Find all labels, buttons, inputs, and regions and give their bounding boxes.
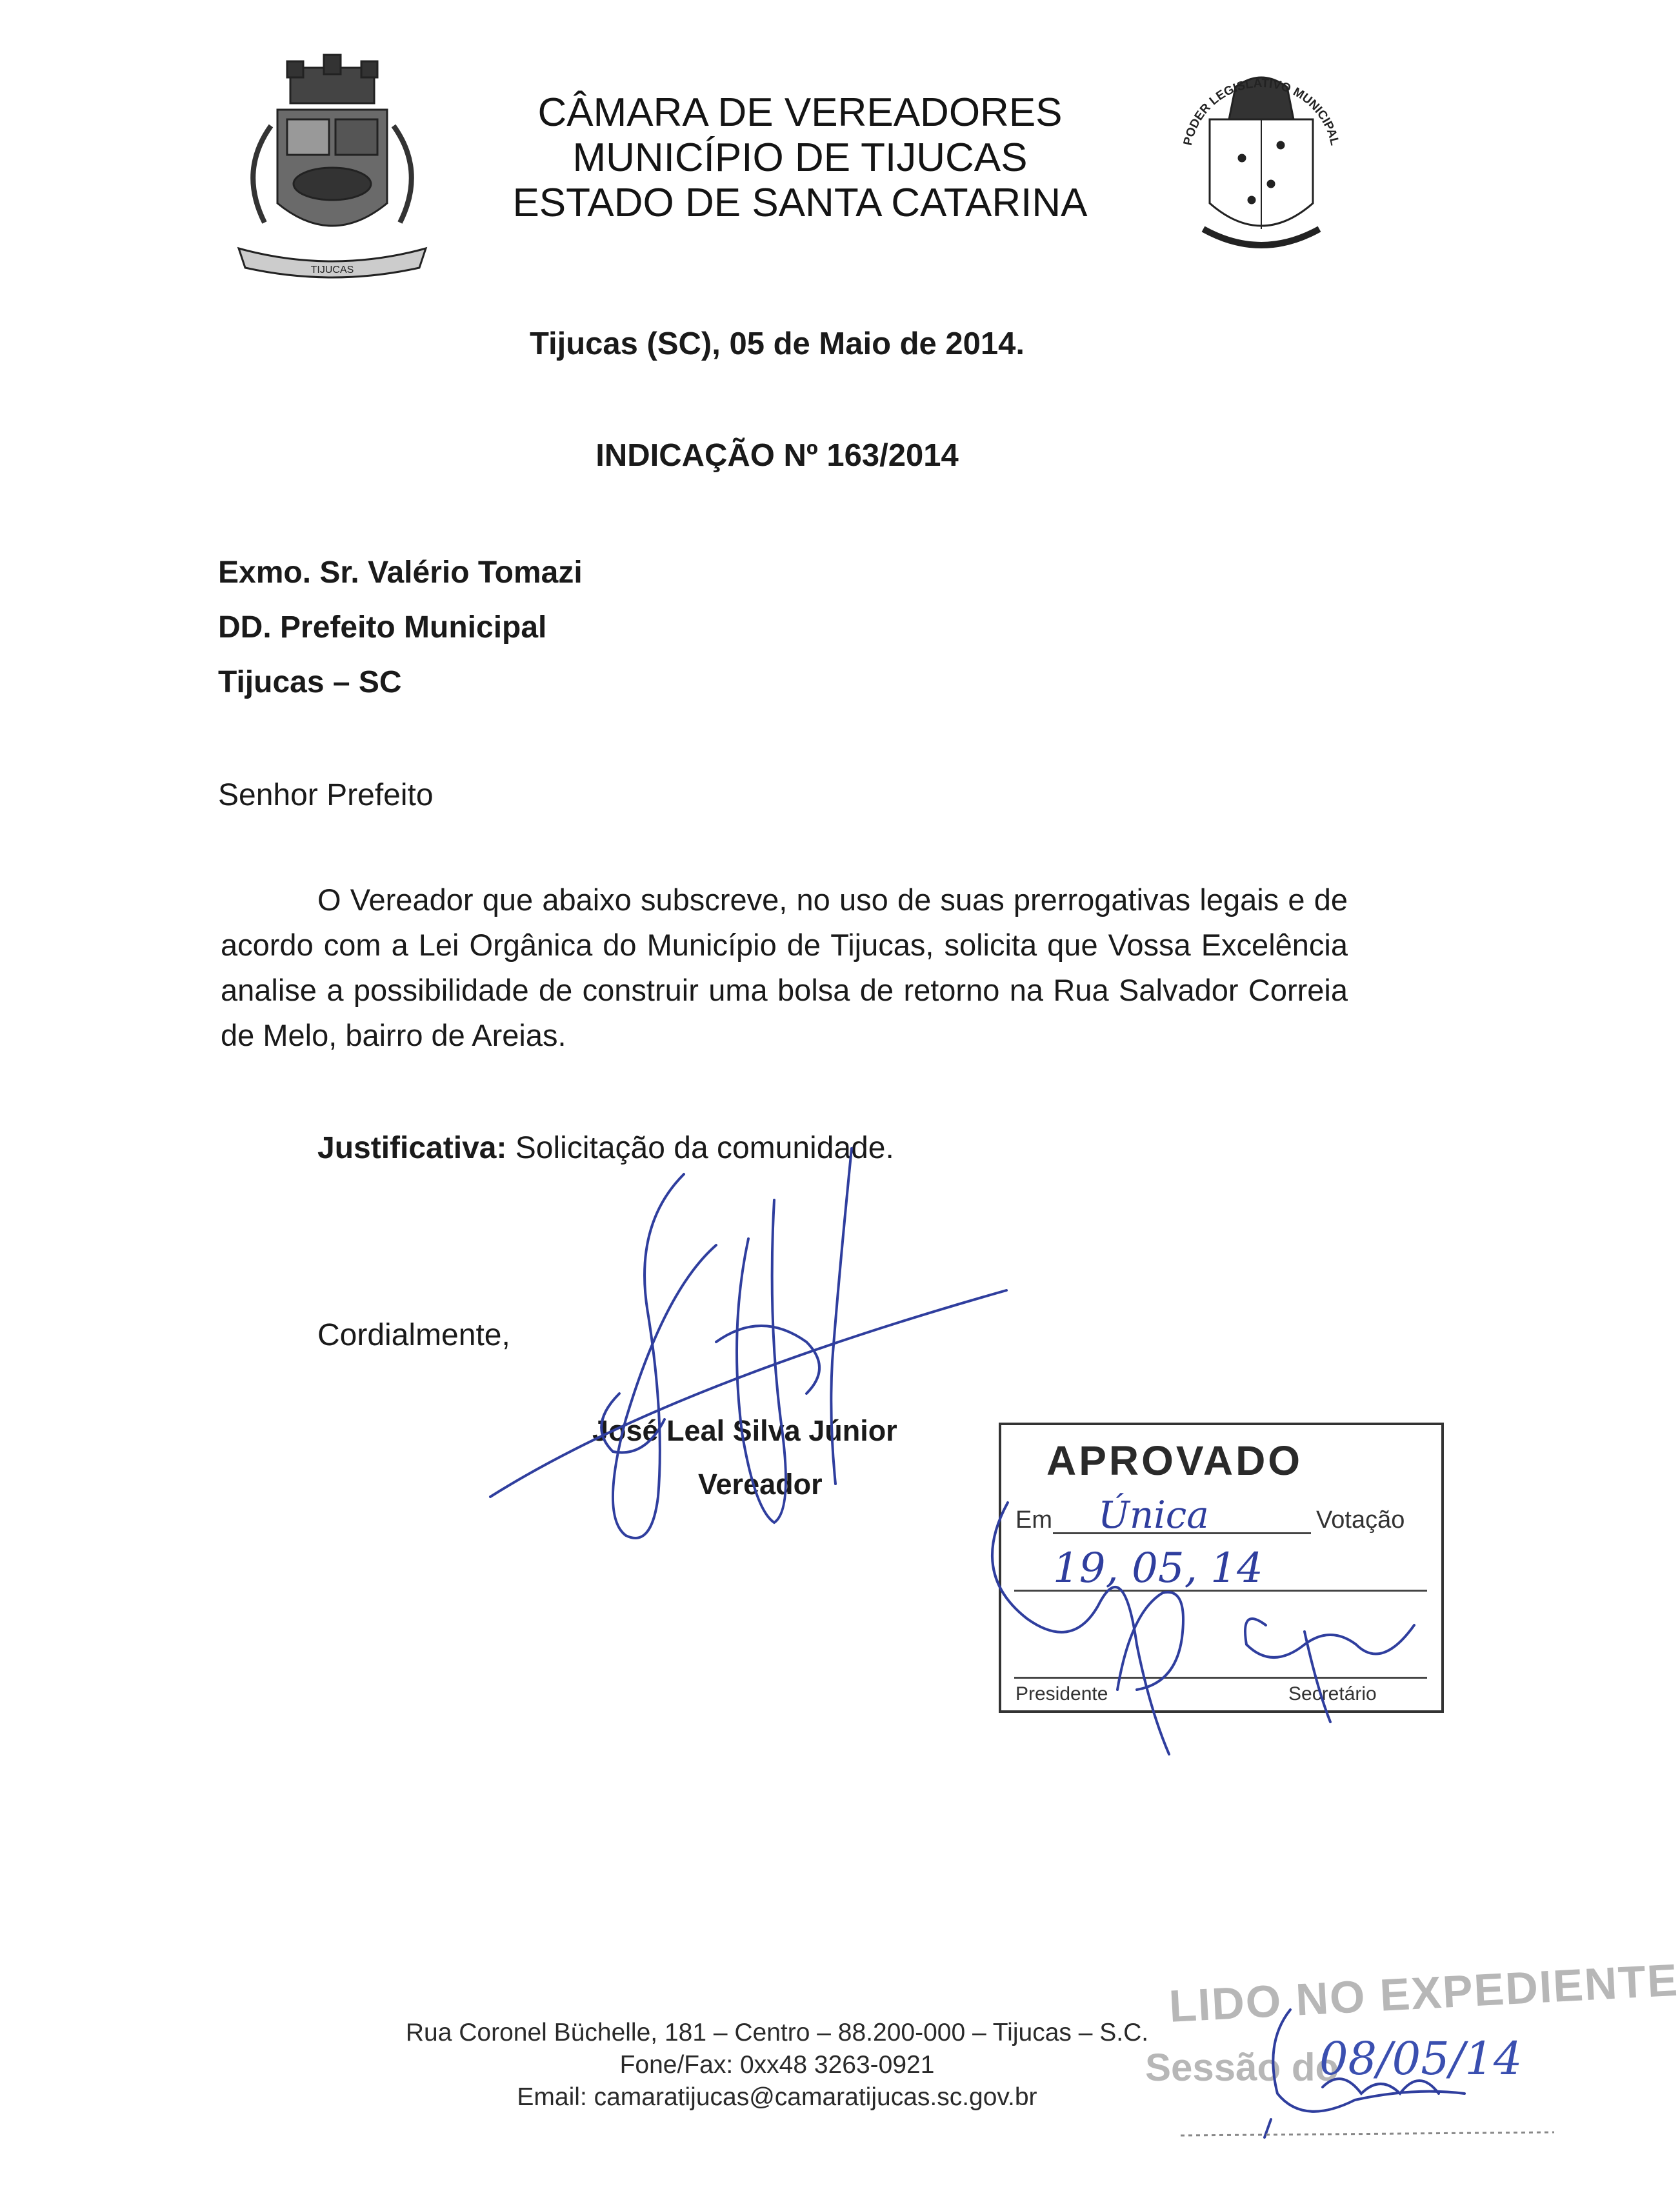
- recipient-name: Exmo. Sr. Valério Tomazi: [218, 555, 583, 590]
- header-line-3: ESTADO DE SANTA CATARINA: [512, 181, 1088, 225]
- legislative-seal-icon: [1165, 61, 1358, 274]
- document-number: INDICAÇÃO Nº 163/2014: [595, 438, 959, 473]
- approval-stamp-title: APROVADO: [1046, 1437, 1303, 1484]
- approval-stamp-presidente-label: Presidente: [1015, 1683, 1108, 1705]
- institution-header: [452, 90, 1148, 226]
- document-date: Tijucas (SC), 05 de Maio de 2014.: [529, 326, 1025, 361]
- recipient-title: DD. Prefeito Municipal: [218, 610, 547, 645]
- approval-stamp-em-label: Em: [1015, 1506, 1052, 1534]
- svg-text:PODER LEGISLATIVO MUNICIPAL: PODER LEGISLATIVO MUNICIPAL: [1181, 76, 1342, 147]
- justification-text: Solicitação da comunidade.: [515, 1131, 894, 1165]
- body-paragraph: O Vereador que abaixo subscreve, no uso de suas prerrogativas legais e de acordo com a Lei Orgânica do Município de Tijucas, solicita que Vossa Excelência analise a possibilidade de construir uma bolsa de retorno na Rua Salvador Correia de Melo, bairro de Areias.: [221, 883, 1348, 1052]
- read-stamp-line2: Sessão do: [1145, 2046, 1339, 2089]
- footer-address: Rua Coronel Büchelle, 181 – Centro – 88.200-000 – Tijucas – S.C.: [405, 2019, 1149, 2046]
- councillor-signature: [471, 1148, 1019, 1568]
- footer-phone: Fone/Fax: 0xx48 3263-0921: [619, 2051, 935, 2079]
- footer-email: Email: camaratijucas@camaratijucas.sc.gov.br: [517, 2083, 1037, 2111]
- approval-stamp: [999, 1423, 1444, 1713]
- signer-name: José Leal Silva Júnior: [592, 1414, 897, 1447]
- signer-role: Vereador: [698, 1468, 823, 1501]
- salutation: Senhor Prefeito: [218, 778, 434, 812]
- closing: Cordialmente,: [317, 1318, 510, 1352]
- approval-stamp-secretario-label: Secretário: [1288, 1683, 1377, 1705]
- read-stamp-signature: [1142, 1971, 1554, 2139]
- approval-stamp-votacao-label: Votação: [1316, 1506, 1405, 1534]
- header-line-2: MUNICÍPIO DE TIJUCAS: [572, 135, 1028, 180]
- svg-text:TIJUCAS: TIJUCAS: [310, 265, 354, 275]
- approval-stamp-date: 19, 05, 14: [1053, 1545, 1263, 1592]
- read-stamp-date: 08/05/14: [1319, 2032, 1523, 2085]
- justification-label: Justificativa:: [317, 1131, 507, 1165]
- header-line-1: CÂMARA DE VEREADORES: [537, 90, 1063, 135]
- read-stamp-line1: LIDO NO EXPEDIENTE: [1168, 1954, 1680, 2032]
- approval-stamp-em-value: Única: [1098, 1493, 1209, 1537]
- municipal-coat-of-arms-icon: [226, 55, 439, 287]
- recipient-city: Tijucas – SC: [218, 665, 402, 699]
- approval-signatures: [969, 1477, 1434, 1767]
